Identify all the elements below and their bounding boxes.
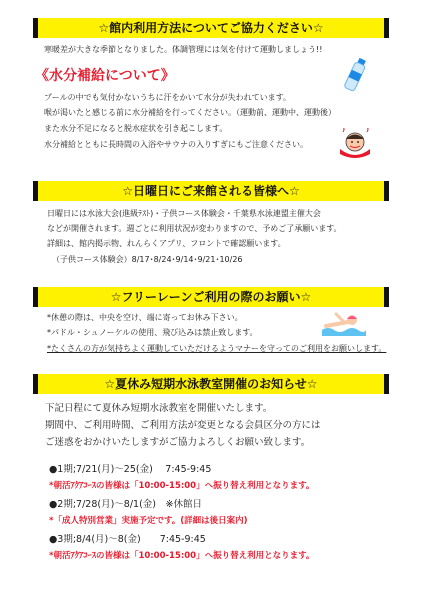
schedule-period-2: ●2期;7/28(月)～8/1(金) ※休館日: [49, 499, 202, 510]
schedule-note-3: *朝活ｱｸｱｺｰｽの皆様は「10:00-15:00」へ振り替え利用となります。: [49, 551, 315, 561]
section1-line-1: プールの中でも気付かないうちに汗をかいて水分が失われています。: [44, 93, 291, 102]
schedule-period-3: ●3期;8/4(月)～8(金) 7:45-9:45: [49, 534, 206, 545]
section2-line-1: 日曜日には水泳大会(進級ﾃｽﾄ)・子供コース体験会・千葉県水泳連盟主催大会: [47, 209, 321, 218]
section3-line-2: *パドル・シュノーケルの使用、飛び込みは禁止致します。: [47, 328, 258, 337]
section-title-sunday-visitors: ☆日曜日にご来館される皆様へ☆: [33, 181, 389, 201]
section4-intro-3: ご迷惑をおかけいたしますがご協力よろしくお願い致します。: [45, 437, 311, 448]
schedule-period-1: ●1期;7/21(月)～25(金) 7:45-9:45: [49, 464, 212, 475]
section1-line-4: 水分補給とともに長時間の入浴やサウナの入りすぎにもご注意ください。: [44, 140, 308, 149]
section4-intro-1: 下記日程にて夏休み短期水泳教室を開催いたします。: [45, 403, 273, 414]
section3-line-3: *たくさんの方が気持ちよく運動していただけるようマナーを守ってのご利用をお願いします。: [47, 344, 387, 353]
section2-line-4: （子供コース体験会）8/17･8/24･9/14･9/21･10/26: [52, 255, 243, 264]
section2-line-2: などが開催されます。週ごとに利用状況が変わりますので、予めご了承願います。: [47, 224, 342, 233]
section1-line-2: 喉が渇いたと感じる前に水分補給を行ってください。（運動前、運動中、運動後）: [44, 108, 336, 117]
swimmer-icon: [322, 310, 366, 336]
section3-line-1: *休憩の際は、中央を空け、端に寄ってお休み下さい。: [47, 313, 243, 322]
section-title-facility-usage: ☆館内利用方法についてご協力ください☆: [33, 18, 389, 38]
section1-intro: 寒暖差が大きな季節となりました。体調管理には気を付けて運動しましょう!!: [44, 45, 323, 54]
section-title-summer-class: ☆夏休み短期水泳教室開催のお知らせ☆: [33, 374, 389, 394]
hot-bath-icon: [337, 128, 373, 162]
section2-line-3: 詳細は、館内掲示物、れんらくアプリ、フロントで確認願います。: [47, 239, 286, 248]
section-title-free-lane: ☆フリーレーンご利用の際のお願い☆: [33, 287, 389, 307]
water-heading: 《水分補給について》: [35, 68, 175, 84]
schedule-note-2: *「成人特別営業」実施予定です。(詳細は後日案内): [49, 516, 248, 526]
section4-intro-2: 期間中、ご利用時間、ご利用方法が変更となる会員区分の方には: [45, 420, 321, 431]
water-bottle-icon: [340, 56, 372, 94]
schedule-note-1: *朝活ｱｸｱｺｰｽの皆様は「10:00-15:00」へ振り替え利用となります。: [49, 481, 315, 491]
section1-line-3: また水分不足になると脱水症状を引き起こします。: [44, 124, 228, 133]
